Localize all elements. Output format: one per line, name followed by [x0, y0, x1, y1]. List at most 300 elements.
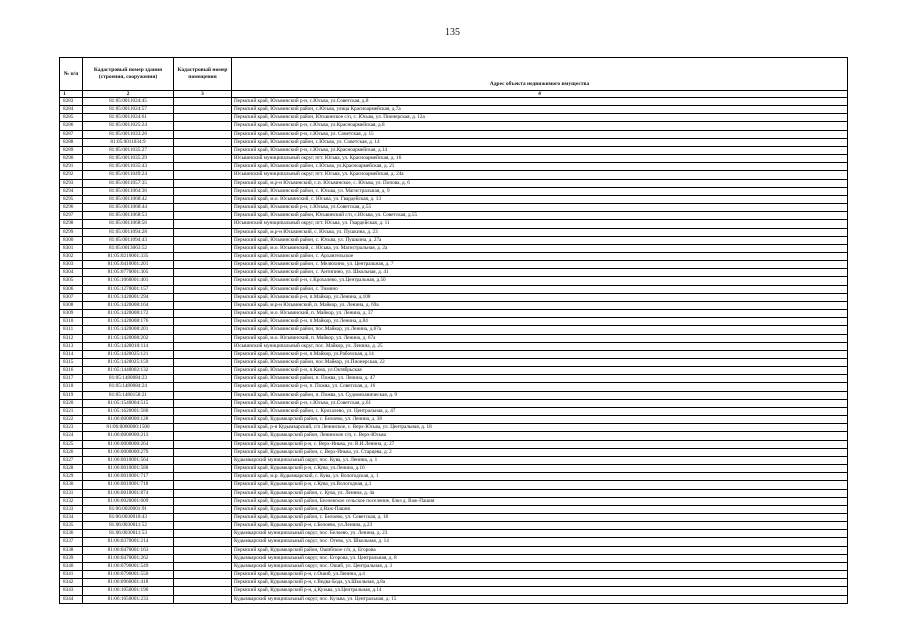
- row-number: 8334: [60, 513, 83, 521]
- property-address: Пермский край, Юсьвинский район, с. Мелюхино, ул. Центральная, д. 7: [232, 261, 848, 269]
- row-number: 8323: [60, 424, 83, 432]
- property-address: Юсьвинский муниципальный округ, пгт. Юсьва, ул. Красноармейская, д. 16: [232, 155, 848, 163]
- column-number-row: [60, 91, 848, 98]
- row-number: 8312: [60, 334, 83, 342]
- row-number: 8310: [60, 318, 83, 326]
- table-row: [60, 497, 848, 505]
- table-row: [60, 424, 848, 432]
- table-row: [60, 579, 848, 587]
- table-row: [60, 244, 848, 252]
- room-cadastral-number: [174, 497, 232, 505]
- property-address: Пермский край, Юсьвинский район, с. Крохалево, ул. Центральная, д. 47: [232, 407, 848, 415]
- table-header-row: [60, 58, 848, 91]
- property-address: Пермский край, Юсьвинский район, Юсьвинское с/п, с. Юсьва, ул. Пионерская, д. 12а: [232, 114, 848, 122]
- table-row: [60, 432, 848, 440]
- building-cadastral-number: 81:06:0030011:52: [83, 522, 174, 530]
- row-number: 8335: [60, 522, 83, 530]
- row-number: 8330: [60, 481, 83, 489]
- row-number: 8339: [60, 554, 83, 562]
- building-cadastral-number: 81:05:0011068:42: [83, 195, 174, 203]
- property-address: Пермский край, Юсьвинский район, Юсьвинский с/п, с.Юсьва, ул. Советская, д.55: [232, 212, 848, 220]
- property-address: Пермский край, Юсьвинский район, с. Юсьва, ул. Магистральная, д. 9: [232, 187, 848, 195]
- property-address: Пермский край, Юсьвинский район, с. Антипино, ул. Школьная, д. 41: [232, 269, 848, 277]
- property-address: Пермский край, Юсьвинский р-н, п. Пожва, ул. Советская, д. 16: [232, 383, 848, 391]
- property-address: Пермский край, Юсьвинский район, с. Тимино: [232, 285, 848, 293]
- row-number: 8305: [60, 277, 83, 285]
- property-address: Пермский край, Юсьвинский р-н, с.Юсьва, ул.Красноармейская, д.14: [232, 146, 848, 154]
- room-cadastral-number: [174, 416, 232, 424]
- building-cadastral-number: 81:05:0011049:24: [83, 171, 174, 179]
- room-cadastral-number: [174, 236, 232, 244]
- table-row: [60, 342, 848, 350]
- property-address: Пермский край, Кудымкарский р-н, с.Ведва-Бода, ул.Школьная, д.8а: [232, 579, 848, 587]
- building-cadastral-number: 81:06:0020001:609: [83, 497, 174, 505]
- column-number-4: 4: [232, 91, 848, 98]
- property-address: Пермский край, Юсьвинский р-н, п.Майкор, ул.Ленина, д.108: [232, 293, 848, 301]
- column-header-building-cadastral-number: Кадастровый номер здания (строения, сооружения): [83, 58, 174, 91]
- table-row: [60, 301, 848, 309]
- property-address: Пермский край, м.р-н Юсьвинский, с.п. Юсьвинское, с. Юсьва, ул. Попова, д. 6: [232, 179, 848, 187]
- property-address: Юсьвинский муниципальный округ, пос. Майкор, ул. Ленина, д. 25: [232, 342, 848, 350]
- table-row: [60, 98, 848, 106]
- building-cadastral-number: 81:05:1480084:23: [83, 375, 174, 383]
- building-cadastral-number: 81:05:0011024:57: [83, 106, 174, 114]
- row-number: 8313: [60, 342, 83, 350]
- property-address: Юсьвинский муниципальный округ, пгт. Юсьва, ул. Гвардейская, д. 11: [232, 220, 848, 228]
- building-cadastral-number: 81:06:0000000:264: [83, 440, 174, 448]
- property-address: Пермский край, Кудымкарский район, с. Белоево, ул. Ленина, д. 38: [232, 416, 848, 424]
- table-row: [60, 130, 848, 138]
- room-cadastral-number: [174, 122, 232, 130]
- row-number: 8311: [60, 326, 83, 334]
- building-cadastral-number: 81:05:1420008:176: [83, 318, 174, 326]
- building-cadastral-number: 81:05:0011035:43: [83, 163, 174, 171]
- row-number: 8294: [60, 187, 83, 195]
- room-cadastral-number: [174, 179, 232, 187]
- building-cadastral-number: 81:05:0011034:9: [83, 138, 174, 146]
- column-header-room-cadastral-number: Кадастровый номер помещения: [174, 58, 232, 91]
- room-cadastral-number: [174, 522, 232, 530]
- page-number: 135: [445, 27, 460, 38]
- room-cadastral-number: [174, 465, 232, 473]
- column-header-number: № п/п: [60, 58, 83, 91]
- room-cadastral-number: [174, 285, 232, 293]
- room-cadastral-number: [174, 505, 232, 513]
- room-cadastral-number: [174, 375, 232, 383]
- building-cadastral-number: 81:06:0000000:279: [83, 448, 174, 456]
- building-cadastral-number: 81:05:0011057:35: [83, 179, 174, 187]
- row-number: 8322: [60, 416, 83, 424]
- row-number: 8286: [60, 122, 83, 130]
- room-cadastral-number: [174, 195, 232, 203]
- room-cadastral-number: [174, 261, 232, 269]
- room-cadastral-number: [174, 587, 232, 595]
- column-header-address: Адрес объекта недвижимого имущества: [232, 58, 848, 91]
- building-cadastral-number: 81:06:0790001:549: [83, 562, 174, 570]
- room-cadastral-number: [174, 481, 232, 489]
- property-address: Пермский край, Кудымкарский район, с. Белоево, ул. Советская, д. 18: [232, 513, 848, 521]
- room-cadastral-number: [174, 562, 232, 570]
- room-cadastral-number: [174, 407, 232, 415]
- building-cadastral-number: 81:06:0010001:564: [83, 456, 174, 464]
- property-address: Пермский край, Кудымкарский р-н, с. Верх-Иньва, ул. В.И.Ленина, д. 27: [232, 440, 848, 448]
- room-cadastral-number: [174, 252, 232, 260]
- table-row: [60, 155, 848, 163]
- row-number: 8336: [60, 530, 83, 538]
- property-address: Пермский край, Кудымкарский район, с. Кува, ул. Ленина, д. 4а: [232, 489, 848, 497]
- row-number: 8332: [60, 497, 83, 505]
- table-row: [60, 359, 848, 367]
- building-cadastral-number: 81:05:1420008:201: [83, 326, 174, 334]
- row-number: 8314: [60, 350, 83, 358]
- building-cadastral-number: 81:06:0010001:588: [83, 465, 174, 473]
- property-address: Пермский край, Кудымкарский район, с. Верх-Иньва, ул. Старцева, д. 2: [232, 448, 848, 456]
- building-cadastral-number: 81:05:0013063:52: [83, 244, 174, 252]
- table-row: [60, 513, 848, 521]
- room-cadastral-number: [174, 579, 232, 587]
- row-number: 8290: [60, 155, 83, 163]
- property-address: Кудымкарский муниципальный округ, пос. Егорова, ул. Центральная, д. 8: [232, 554, 848, 562]
- row-number: 8342: [60, 579, 83, 587]
- building-cadastral-number: 81:05:0011035:27: [83, 146, 174, 154]
- property-address: Пермский край, м.о. Юсьвинский, п. Майкор, ул. Ленина, д. 37: [232, 310, 848, 318]
- room-cadastral-number: [174, 98, 232, 106]
- table-row: [60, 261, 848, 269]
- row-number: 8316: [60, 367, 83, 375]
- property-address: Пермский край, Кудымкарский район, Белоевское сельское поселение, близ д. Важ-Пашня: [232, 497, 848, 505]
- table-row: [60, 146, 848, 154]
- building-cadastral-number: 81:05:0011064:36: [83, 187, 174, 195]
- room-cadastral-number: [174, 269, 232, 277]
- property-address: Пермский край, Юсьвинский район, с.Юсьва, ул. Советская, д. 14: [232, 138, 848, 146]
- table-row: [60, 310, 848, 318]
- room-cadastral-number: [174, 448, 232, 456]
- table-row: [60, 538, 848, 546]
- table-row: [60, 448, 848, 456]
- table-row: [60, 114, 848, 122]
- room-cadastral-number: [174, 473, 232, 481]
- column-number-1: 1: [60, 91, 83, 98]
- table-row: [60, 179, 848, 187]
- property-address: Пермский край, Кудымкарский район, Ошибское с/п, д. Егорова: [232, 546, 848, 554]
- room-cadastral-number: [174, 130, 232, 138]
- building-cadastral-number: 81:06:0000000:1500: [83, 424, 174, 432]
- room-cadastral-number: [174, 293, 232, 301]
- table-row: [60, 473, 848, 481]
- property-address: Кудымкарский муниципальный округ, пос. Кува, ул. Ленина, д. 1: [232, 456, 848, 464]
- room-cadastral-number: [174, 326, 232, 334]
- row-number: 8319: [60, 391, 83, 399]
- building-cadastral-number: 81:05:1060001:401: [83, 277, 174, 285]
- room-cadastral-number: [174, 538, 232, 546]
- room-cadastral-number: [174, 301, 232, 309]
- property-address: Кудымкарский муниципальный округ, пос. Ошиб, ул. Центральная, д. 3: [232, 562, 848, 570]
- property-address: Пермский край, Кудымкарский р-н, с.Белоево, ул.Ленина, д.23: [232, 522, 848, 530]
- table-row: [60, 481, 848, 489]
- table-row: [60, 171, 848, 179]
- row-number: 8320: [60, 399, 83, 407]
- room-cadastral-number: [174, 204, 232, 212]
- property-address: Пермский край, Юсьвинский р-н, с.Юсьва, ул. Советская, д. 15: [232, 130, 848, 138]
- building-cadastral-number: 81:05:1270001:157: [83, 285, 174, 293]
- row-number: 8302: [60, 252, 83, 260]
- building-cadastral-number: 81:06:1050001:233: [83, 595, 174, 603]
- row-number: 8338: [60, 546, 83, 554]
- table-row: [60, 212, 848, 220]
- row-number: 8318: [60, 383, 83, 391]
- building-cadastral-number: 81:06:0470001:163: [83, 546, 174, 554]
- building-cadastral-number: 81:05:1420008:164: [83, 301, 174, 309]
- table-row: [60, 440, 848, 448]
- table-row: [60, 138, 848, 146]
- table-row: [60, 456, 848, 464]
- row-number: 8300: [60, 236, 83, 244]
- room-cadastral-number: [174, 489, 232, 497]
- property-address: Пермский край, Юсьвинский р-н, с.Юсьва, ул.Красноармейская, д.8: [232, 122, 848, 130]
- table-row: [60, 367, 848, 375]
- room-cadastral-number: [174, 432, 232, 440]
- row-number: 8325: [60, 440, 83, 448]
- room-cadastral-number: [174, 399, 232, 407]
- room-cadastral-number: [174, 318, 232, 326]
- room-cadastral-number: [174, 440, 232, 448]
- property-address: Пермский край, Юсьвинский район, с. Юсьва, ул. Пушкина, д. 27а: [232, 236, 848, 244]
- table-row: [60, 416, 848, 424]
- room-cadastral-number: [174, 334, 232, 342]
- row-number: 8333: [60, 505, 83, 513]
- table-row: [60, 571, 848, 579]
- row-number: 8296: [60, 204, 83, 212]
- building-cadastral-number: 81:06:0030011:53: [83, 530, 174, 538]
- property-address: Пермский край, Юсьвинский р-н, п.Майкор, ул.Ленина, д.84: [232, 318, 848, 326]
- table-row: [60, 375, 848, 383]
- table-row: [60, 562, 848, 570]
- building-cadastral-number: 81:06:0000000:128: [83, 416, 174, 424]
- property-address: Пермский край, Юсьвинский р-н, п.Майкор, ул.Рабочская, д.14: [232, 350, 848, 358]
- property-address: Пермский край, м.р. Кудымкарский, с. Кува, ул. Вологодская, д. 1: [232, 473, 848, 481]
- table-row: [60, 236, 848, 244]
- room-cadastral-number: [174, 310, 232, 318]
- row-number: 8299: [60, 228, 83, 236]
- building-cadastral-number: 81:05:0011094:43: [83, 236, 174, 244]
- table-row: [60, 228, 848, 236]
- row-number: 8297: [60, 212, 83, 220]
- building-cadastral-number: 81:06:0470001:262: [83, 554, 174, 562]
- row-number: 8283: [60, 98, 83, 106]
- room-cadastral-number: [174, 187, 232, 195]
- building-cadastral-number: 81:05:0410001:201: [83, 261, 174, 269]
- room-cadastral-number: [174, 220, 232, 228]
- row-number: 8308: [60, 301, 83, 309]
- building-cadastral-number: 81:06:1050001:190: [83, 587, 174, 595]
- row-number: 8301: [60, 244, 83, 252]
- row-number: 8331: [60, 489, 83, 497]
- property-address: Пермский край, Юсьвинский р-н, с.Юсьва, ул.Советская, д.55: [232, 204, 848, 212]
- building-cadastral-number: 81:05:1420008:202: [83, 334, 174, 342]
- table-row: [60, 350, 848, 358]
- table-row: [60, 293, 848, 301]
- table-row: [60, 489, 848, 497]
- property-address: Пермский край, Кудымкарский р-н, с.Ошиб, ул.Ленина, д.4: [232, 571, 848, 579]
- row-number: 8326: [60, 448, 83, 456]
- room-cadastral-number: [174, 114, 232, 122]
- row-number: 8337: [60, 538, 83, 546]
- building-cadastral-number: 81:05:1420025:159: [83, 359, 174, 367]
- row-number: 8295: [60, 195, 83, 203]
- building-cadastral-number: 81:05:1620001:580: [83, 407, 174, 415]
- building-cadastral-number: 81:06:0010001:717: [83, 473, 174, 481]
- table-row: [60, 285, 848, 293]
- row-number: 8284: [60, 106, 83, 114]
- room-cadastral-number: [174, 146, 232, 154]
- room-cadastral-number: [174, 244, 232, 252]
- building-cadastral-number: 81:05:0011025:24: [83, 122, 174, 130]
- building-cadastral-number: 81:05:0011035:29: [83, 155, 174, 163]
- room-cadastral-number: [174, 350, 232, 358]
- room-cadastral-number: [174, 554, 232, 562]
- row-number: 8341: [60, 571, 83, 579]
- building-cadastral-number: 81:06:0960001:418: [83, 579, 174, 587]
- room-cadastral-number: [174, 163, 232, 171]
- table-row: [60, 204, 848, 212]
- row-number: 8306: [60, 285, 83, 293]
- row-number: 8285: [60, 114, 83, 122]
- property-address: Пермский край, Кудымкарский район, Ленинское с/п, с. Верх-Юсьва: [232, 432, 848, 440]
- property-address: Пермский край, Кудымкарский р-н, с.Кува, ул.Вологодная, д.1: [232, 481, 848, 489]
- property-address: Пермский край, м.о. Юсьвинский, с. Юсьва, ул. Магистральная, д. 2а: [232, 244, 848, 252]
- building-cadastral-number: 81:05:1420001:294: [83, 293, 174, 301]
- row-number: 8328: [60, 465, 83, 473]
- table-row: [60, 163, 848, 171]
- building-cadastral-number: 81:05:0770001:305: [83, 269, 174, 277]
- row-number: 8303: [60, 261, 83, 269]
- row-number: 8304: [60, 269, 83, 277]
- table-row: [60, 220, 848, 228]
- table-row: [60, 334, 848, 342]
- room-cadastral-number: [174, 546, 232, 554]
- property-address: Пермский край, Юсьвинский район, п. Пожва, ул. Судомеханическая, д. 9: [232, 391, 848, 399]
- property-address: Кудымкарский муниципальный округ, пос. Белоево, ул. Ленина, д. 23: [232, 530, 848, 538]
- building-cadastral-number: 81:05:1480084:24: [83, 383, 174, 391]
- property-address: Пермский край, Юсьвинский район, пос.Майкор, ул.Пионерская, 22: [232, 359, 848, 367]
- row-number: 8321: [60, 407, 83, 415]
- table-row: [60, 252, 848, 260]
- table-row: [60, 399, 848, 407]
- property-address: Пермский край, Юсьвинский р-н, с.Юсьва, ул.Советская, д.61: [232, 399, 848, 407]
- property-address: Пермский край, Юсьвинский р-н, п.Кама, ул.Октябрьская: [232, 367, 848, 375]
- row-number: 8344: [60, 595, 83, 603]
- property-register-table: [59, 57, 847, 604]
- property-address: Пермский край, р-н Кудымкарский, с/п Ленинское, с. Верх-Юсьва, ул. Центральная, д. 18: [232, 424, 848, 432]
- room-cadastral-number: [174, 571, 232, 579]
- building-cadastral-number: 81:05:1480158:21: [83, 391, 174, 399]
- building-cadastral-number: 81:05:0011024:45: [83, 98, 174, 106]
- building-cadastral-number: 81:06:0370001:214: [83, 538, 174, 546]
- room-cadastral-number: [174, 359, 232, 367]
- room-cadastral-number: [174, 155, 232, 163]
- row-number: 8288: [60, 138, 83, 146]
- row-number: 8307: [60, 293, 83, 301]
- building-cadastral-number: 81:05:0011024:61: [83, 114, 174, 122]
- property-address: Кудымкарский муниципальный округ, пос. Отево, ул. Школьная, д. 14: [232, 538, 848, 546]
- building-cadastral-number: 81:05:0210001:335: [83, 252, 174, 260]
- table-row: [60, 277, 848, 285]
- room-cadastral-number: [174, 212, 232, 220]
- table-row: [60, 187, 848, 195]
- column-number-3: 3: [174, 91, 232, 98]
- building-cadastral-number: 81:06:0790001:550: [83, 571, 174, 579]
- building-cadastral-number: 81:05:1540004:515: [83, 399, 174, 407]
- room-cadastral-number: [174, 513, 232, 521]
- building-cadastral-number: 81:06:0010001:874: [83, 489, 174, 497]
- building-cadastral-number: 81:06:0000000:213: [83, 432, 174, 440]
- table-row: [60, 122, 848, 130]
- property-address: Пермский край, Юсьвинский район, с.Юсьва, ул.Красноармейская, д. 21: [232, 163, 848, 171]
- table-row: [60, 383, 848, 391]
- room-cadastral-number: [174, 456, 232, 464]
- column-number-2: 2: [83, 91, 174, 98]
- building-cadastral-number: 81:05:0011094:28: [83, 228, 174, 236]
- room-cadastral-number: [174, 277, 232, 285]
- property-address: Пермский край, Кудымкарский район, д.Важ-Пашня: [232, 505, 848, 513]
- table-body: [60, 98, 848, 604]
- table-row: [60, 106, 848, 114]
- property-address: Пермский край, Юсьвинский р-н, с.Крохалево, ул.Центральная, д.50: [232, 277, 848, 285]
- row-number: 8293: [60, 179, 83, 187]
- table-row: [60, 391, 848, 399]
- property-address: Пермский край, Кудымкарский р-н, д.Кузьва, ул.Центральная, д.14: [232, 587, 848, 595]
- building-cadastral-number: 81:05:0011068:53: [83, 212, 174, 220]
- property-address: Пермский край, м.о. Юсьвинский, с. Юсьва, ул. Гвардейская, д. 13: [232, 195, 848, 203]
- property-address: Пермский край, м.о. Юсьвинский, п. Майкор, ул. Ленина, д. 67а: [232, 334, 848, 342]
- room-cadastral-number: [174, 171, 232, 179]
- row-number: 8324: [60, 432, 83, 440]
- property-address: Пермский край, Юсьвинский район, с.Юсьва, улица Красноармейская, д.7а: [232, 106, 848, 114]
- row-number: 8329: [60, 473, 83, 481]
- room-cadastral-number: [174, 424, 232, 432]
- building-cadastral-number: 81:05:1440002:132: [83, 367, 174, 375]
- property-address: Пермский край, м.р-н Юсьвинский, с. Юсьва, ул. Пушкина, д. 23: [232, 228, 848, 236]
- room-cadastral-number: [174, 138, 232, 146]
- building-cadastral-number: 81:06:0020001:91: [83, 505, 174, 513]
- property-address: Пермский край, Кудымкарский р-н, с.Кува, ул.Ленина, д.16: [232, 465, 848, 473]
- room-cadastral-number: [174, 228, 232, 236]
- table-row: [60, 595, 848, 603]
- row-number: 8291: [60, 163, 83, 171]
- building-cadastral-number: 81:05:1420010:114: [83, 342, 174, 350]
- property-address: Юсьвинский муниципальный округ, пгт. Юсьва, ул. Красноармейская, д. 24а: [232, 171, 848, 179]
- table-row: [60, 505, 848, 513]
- building-cadastral-number: 81:06:0010001:718: [83, 481, 174, 489]
- property-address: Кудымкарский муниципальный округ, пос. Кузьва, ул. Центральная, д. 15: [232, 595, 848, 603]
- room-cadastral-number: [174, 106, 232, 114]
- building-cadastral-number: 81:05:0011068:56: [83, 220, 174, 228]
- table-row: [60, 554, 848, 562]
- property-address: Пермский край, м.р-н Юсьвинский, п. Майкор, ул. Ленина, д. 69а: [232, 301, 848, 309]
- property-address: Пермский край, Юсьвинский район, п. Пожва, ул. Ленина, д. 47: [232, 375, 848, 383]
- building-cadastral-number: 81:06:0030010:43: [83, 513, 174, 521]
- property-address: Пермский край, Юсьвинский район, с. Архангельское: [232, 252, 848, 260]
- table-row: [60, 407, 848, 415]
- table-row: [60, 530, 848, 538]
- room-cadastral-number: [174, 383, 232, 391]
- row-number: 8289: [60, 146, 83, 154]
- table-row: [60, 546, 848, 554]
- table-row: [60, 587, 848, 595]
- building-cadastral-number: 81:05:1420025:121: [83, 350, 174, 358]
- room-cadastral-number: [174, 342, 232, 350]
- row-number: 8292: [60, 171, 83, 179]
